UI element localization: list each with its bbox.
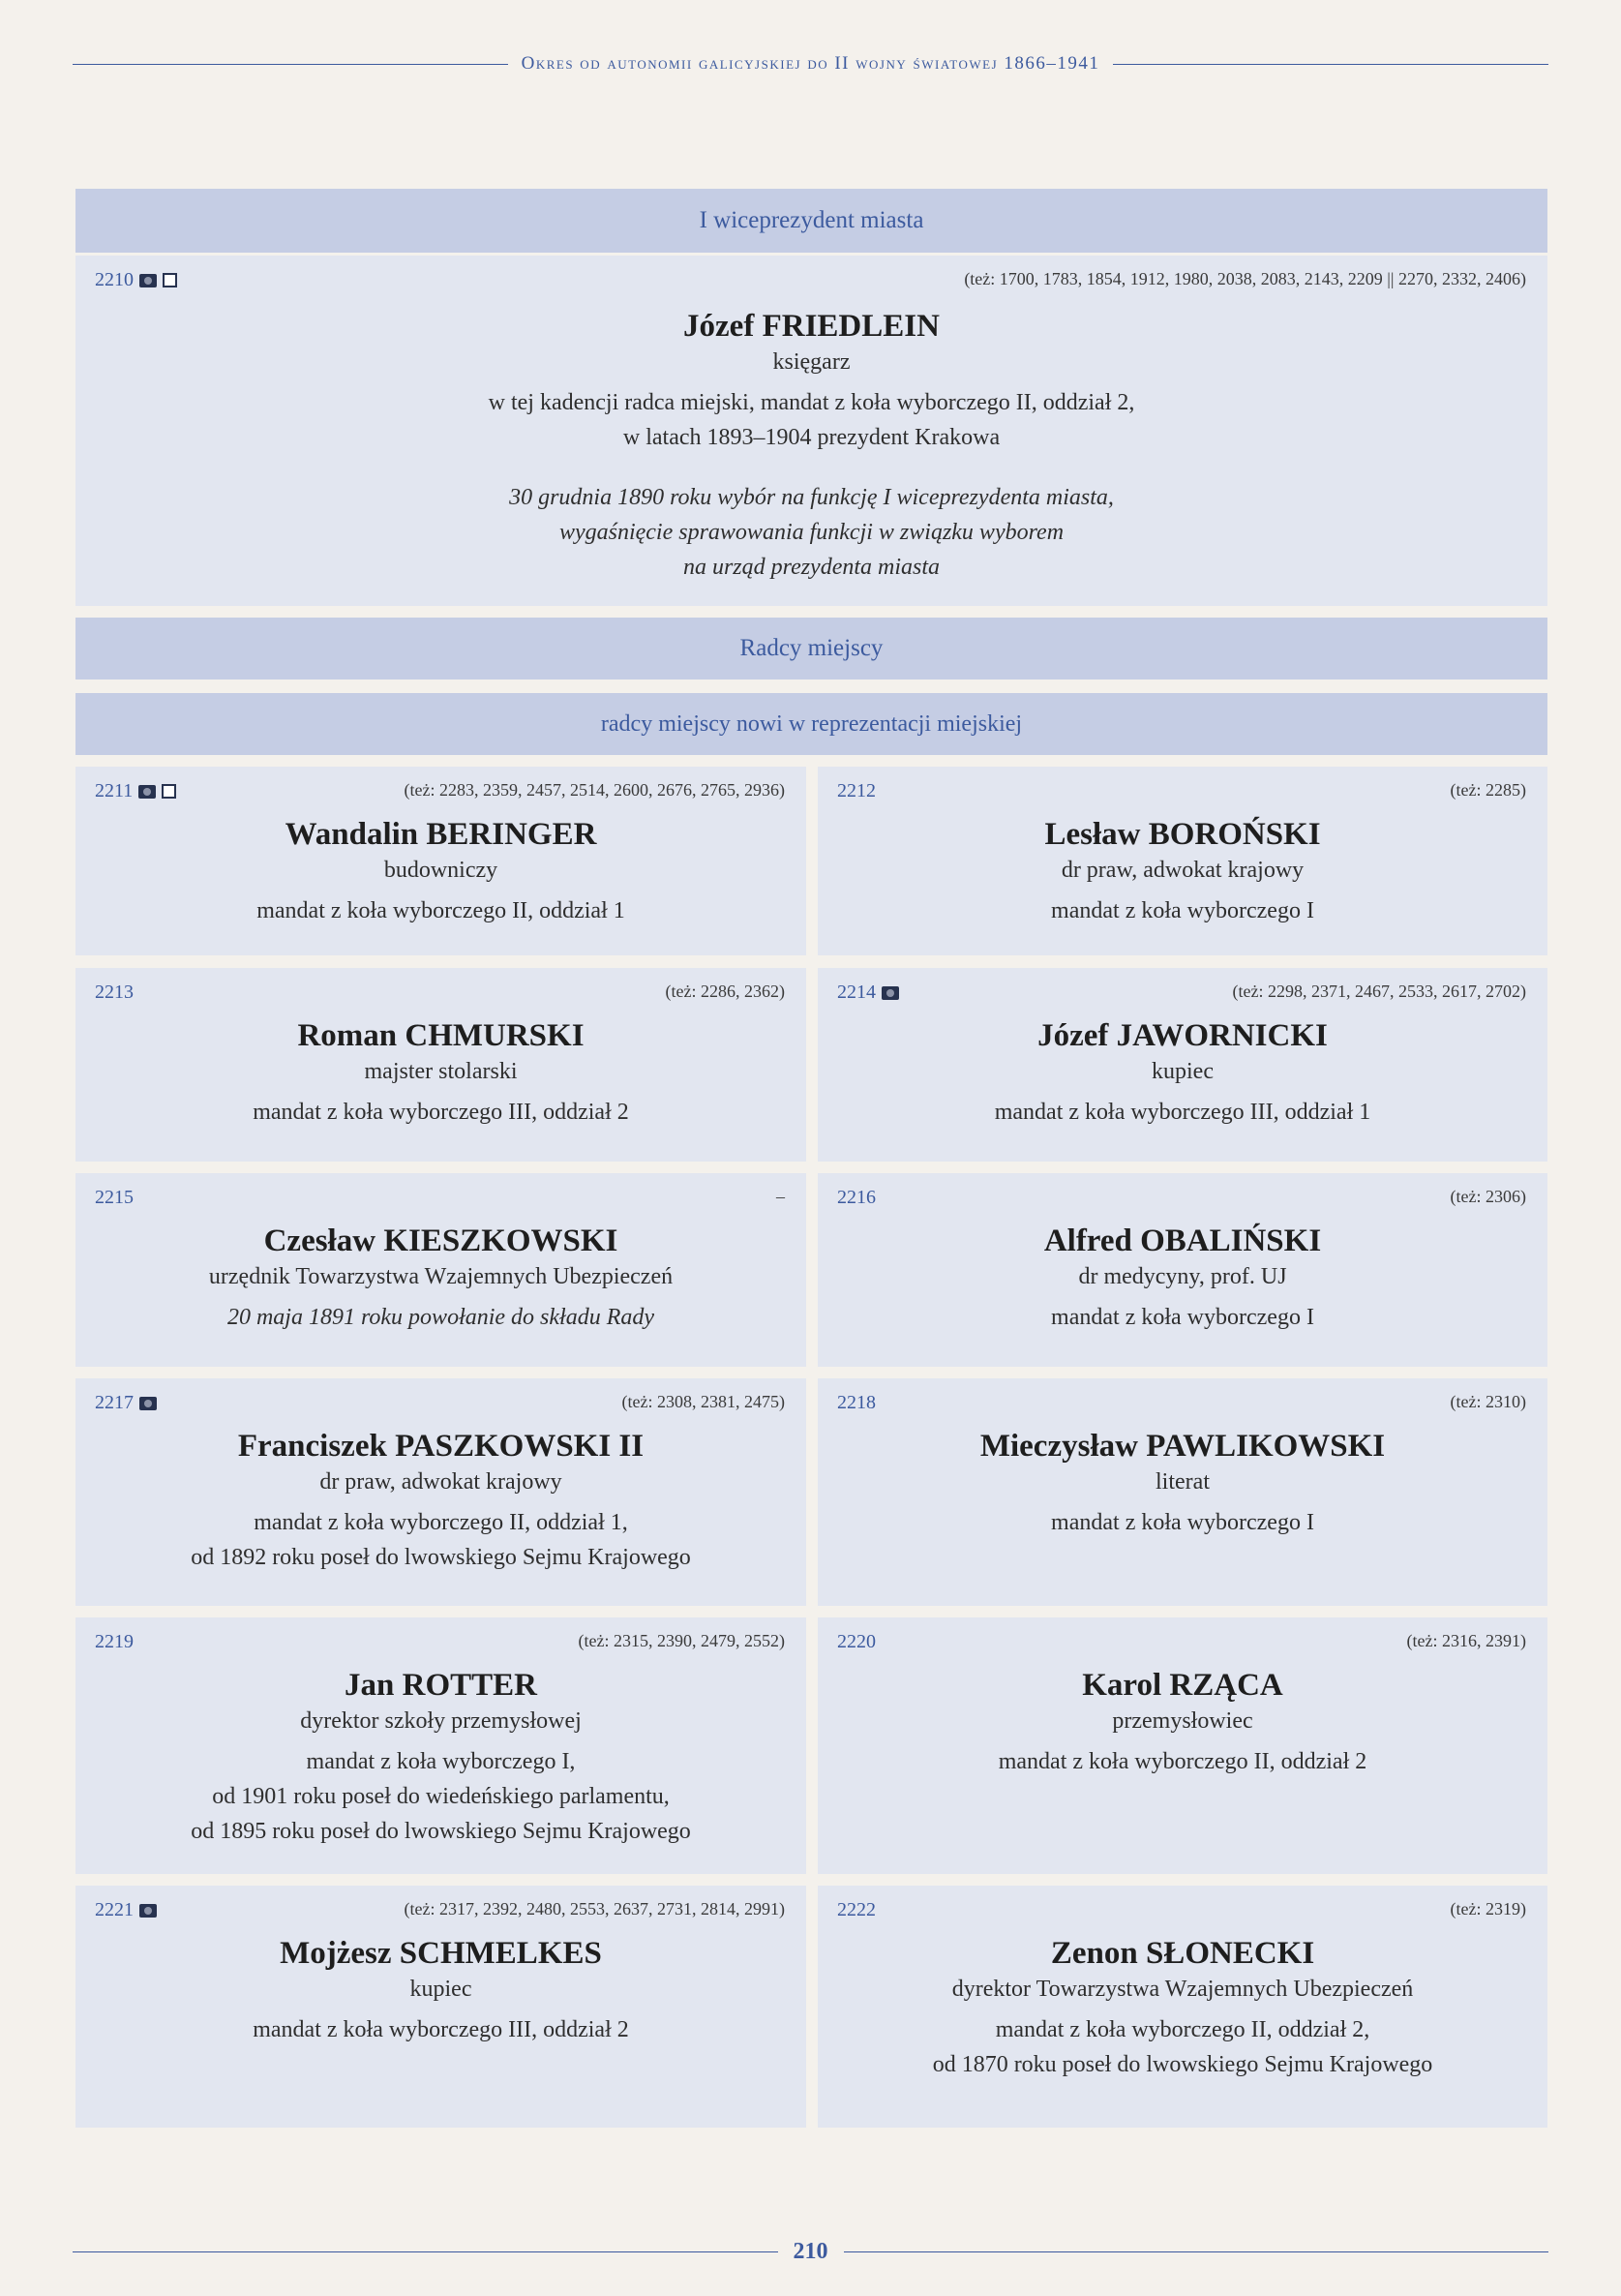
entry-number (837, 1392, 876, 1414)
page-number: 210 (793, 2238, 828, 2264)
entry-number (837, 1631, 876, 1653)
running-head-text: Okres od autonomii galicyjskiej do II wojny światowej 1866–1941 (521, 53, 1100, 74)
cross-references: (też: 2315, 2390, 2479, 2552) (578, 1631, 785, 1650)
first-name: Józef (683, 309, 755, 344)
page-footer (73, 2232, 1548, 2271)
camera-icon (138, 785, 156, 799)
first-name: Roman (297, 1018, 398, 1053)
rule-left (73, 2251, 778, 2252)
surname: ROTTER (402, 1668, 537, 1703)
italic-note: na urząd prezydenta miasta (682, 555, 941, 580)
entry-number (95, 1631, 134, 1653)
note-line: mandat z koła wyborczego I, (306, 1749, 576, 1774)
profession: budowniczy (383, 858, 498, 883)
entry-number-text: 2219 (95, 1631, 134, 1652)
entry-2215 (75, 1173, 806, 1367)
profession: majster stolarski (364, 1059, 518, 1084)
person-name (75, 1668, 806, 1704)
note-line: mandat z koła wyborczego II, oddział 2 (998, 1749, 1367, 1774)
note-line: 20 maja 1891 roku powołanie do składu Rady (226, 1305, 655, 1330)
cross-references: (też: 2308, 2381, 2475) (621, 1392, 785, 1411)
cross-references: (też: 1700, 1783, 1854, 1912, 1980, 2038, 2083, 2143, 2209 || 2270, 2332, 2406) (964, 269, 1526, 288)
note-line: mandat z koła wyborczego III, oddział 1 (994, 1100, 1371, 1125)
rule-right (1113, 64, 1548, 65)
person-name (75, 309, 1547, 345)
note-line: od 1892 roku poseł do lwowskiego Sejmu Krajowego (191, 1545, 691, 1570)
entry-2219 (75, 1617, 806, 1874)
section-header-vice-president: I wiceprezydent miasta (75, 189, 1547, 253)
person-name (818, 1429, 1547, 1465)
note-line: mandat z koła wyborczego I (1051, 898, 1314, 923)
entry-number-text: 2222 (837, 1899, 876, 1920)
cross-references: (też: 2283, 2359, 2457, 2514, 2600, 2676, 2765, 2936) (404, 780, 785, 800)
first-name: Alfred (1043, 1224, 1132, 1258)
surname: KIESZKOWSKI (383, 1224, 618, 1258)
italic-note: 30 grudnia 1890 roku wybór na funkcję I wiceprezydenta miasta, (509, 485, 1114, 510)
person-name (75, 1429, 806, 1465)
surname: CHMURSKI (405, 1018, 585, 1053)
cross-references: (też: 2316, 2391) (1406, 1631, 1526, 1650)
italic-note: wygaśnięcie sprawowania funkcji w związku wyborem (558, 520, 1065, 545)
note-line: mandat z koła wyborczego I (1051, 1305, 1314, 1330)
running-head (73, 46, 1548, 81)
camera-icon (139, 1904, 157, 1918)
first-name: Zenon (1050, 1936, 1138, 1971)
profession: księgarz (772, 349, 851, 375)
note-line: od 1870 roku poseł do lwowskiego Sejmu Krajowego (932, 2052, 1433, 2077)
entry-number-text: 2221 (95, 1899, 134, 1920)
square-icon (162, 784, 176, 799)
rule-left (73, 64, 508, 65)
entry-number (95, 1392, 157, 1414)
entry-number (95, 982, 134, 1004)
entry-2222 (818, 1886, 1547, 2128)
cross-references: (też: 2319) (1450, 1899, 1526, 1918)
entry-number (837, 1899, 876, 1921)
entry-number-text: 2220 (837, 1631, 876, 1652)
first-name: Franciszek (237, 1429, 387, 1464)
entry-number-text: 2213 (95, 982, 134, 1003)
surname: PASZKOWSKI II (395, 1429, 645, 1464)
person-name (75, 1936, 806, 1972)
profession: kupiec (1152, 1059, 1214, 1084)
surname: RZĄCA (1169, 1668, 1283, 1703)
profession: urzędnik Towarzystwa Wzajemnych Ubezpieczeń (208, 1264, 674, 1289)
entry-2211 (75, 767, 806, 955)
person-name (818, 1936, 1547, 1972)
note-line: mandat z koła wyborczego III, oddział 2 (253, 1100, 629, 1125)
note-line: od 1895 roku poseł do lwowskiego Sejmu Krajowego (191, 1819, 691, 1844)
entry-2221 (75, 1886, 806, 2128)
first-name: Wandalin (285, 817, 419, 852)
first-name: Jan (345, 1668, 395, 1703)
entry-2214 (818, 968, 1547, 1162)
entry-2216 (818, 1173, 1547, 1367)
entry-number-text: 2218 (837, 1392, 876, 1413)
first-name: Józef (1037, 1018, 1109, 1053)
person-name (75, 1224, 806, 1259)
note-line: mandat z koła wyborczego II, oddział 2, (995, 2017, 1370, 2042)
surname: OBALIŃSKI (1140, 1224, 1322, 1258)
entry-number-text: 2217 (95, 1392, 134, 1413)
cross-references: (też: 2298, 2371, 2467, 2533, 2617, 2702) (1232, 982, 1526, 1001)
entry-number-text: 2211 (95, 780, 134, 801)
profession: dr praw, adwokat krajowy (319, 1469, 562, 1495)
entry-2220 (818, 1617, 1547, 1874)
person-name (818, 817, 1547, 853)
camera-icon (882, 986, 899, 1000)
cross-references: (też: 2285) (1450, 780, 1526, 800)
note-line: mandat z koła wyborczego II, oddział 1 (256, 898, 625, 923)
camera-icon (139, 274, 157, 287)
entry-number (837, 1187, 876, 1209)
first-name: Lesław (1044, 817, 1141, 852)
cross-references: (też: 2286, 2362) (665, 982, 785, 1001)
profession: dyrektor szkoły przemysłowej (300, 1708, 582, 1734)
entry-number (95, 780, 176, 802)
surname: BERINGER (426, 817, 597, 852)
surname: SŁONECKI (1145, 1936, 1315, 1971)
person-name (75, 817, 806, 853)
entry-number-text: 2210 (95, 269, 134, 290)
cross-references: (też: 2306) (1450, 1187, 1526, 1206)
entry-2210 (75, 256, 1547, 606)
camera-icon (139, 1397, 157, 1410)
person-name (818, 1668, 1547, 1704)
profession: przemysłowiec (1112, 1708, 1253, 1734)
note-line: mandat z koła wyborczego I (1051, 1510, 1314, 1535)
entry-number (95, 269, 177, 291)
entry-number (95, 1899, 157, 1921)
entry-2213 (75, 968, 806, 1162)
person-name (818, 1224, 1547, 1259)
surname: FRIEDLEIN (762, 309, 940, 344)
first-name: Mojżesz (280, 1936, 392, 1971)
surname: PAWLIKOWSKI (1146, 1429, 1386, 1464)
cross-references: (też: 2317, 2392, 2480, 2553, 2637, 2731, 2814, 2991) (404, 1899, 785, 1918)
note-line: w tej kadencji radca miejski, mandat z koła wyborczego II, oddział 2, (488, 390, 1135, 415)
profession: literat (1156, 1469, 1210, 1495)
note-line: w latach 1893–1904 prezydent Krakowa (622, 425, 1001, 450)
profession: dyrektor Towarzystwa Wzajemnych Ubezpieczeń (951, 1977, 1414, 2002)
note-line: od 1901 roku poseł do wiedeńskiego parlamentu, (212, 1784, 670, 1809)
first-name: Czesław (263, 1224, 376, 1258)
entry-number-text: 2212 (837, 780, 876, 801)
entry-2218 (818, 1378, 1547, 1606)
first-name: Karol (1082, 1668, 1162, 1703)
section-header-councillors: Radcy miejscy (75, 618, 1547, 680)
surname: JAWORNICKI (1116, 1018, 1328, 1053)
entry-number-text: 2214 (837, 982, 876, 1003)
entry-number (837, 780, 876, 802)
square-icon (163, 273, 177, 287)
entry-2217 (75, 1378, 806, 1606)
rule-right (844, 2251, 1549, 2252)
note-line: mandat z koła wyborczego II, oddział 1, (254, 1510, 628, 1535)
surname: SCHMELKES (399, 1936, 602, 1971)
surname: BOROŃSKI (1148, 817, 1321, 852)
entry-2212 (818, 767, 1547, 955)
subsection-header-new-councillors: radcy miejscy nowi w reprezentacji miejskiej (75, 693, 1547, 755)
entry-number-text: 2215 (95, 1187, 134, 1208)
cross-references: (też: 2310) (1450, 1392, 1526, 1411)
cross-references: – (776, 1187, 785, 1206)
person-name (818, 1018, 1547, 1054)
entry-number (95, 1187, 134, 1209)
note-line: mandat z koła wyborczego III, oddział 2 (253, 2017, 629, 2042)
entry-number (837, 982, 899, 1004)
entry-number-text: 2216 (837, 1187, 876, 1208)
profession: kupiec (409, 1977, 472, 2002)
profession: dr medycyny, prof. UJ (1078, 1264, 1287, 1289)
profession: dr praw, adwokat krajowy (1061, 858, 1305, 883)
person-name (75, 1018, 806, 1054)
first-name: Mieczysław (979, 1429, 1138, 1464)
